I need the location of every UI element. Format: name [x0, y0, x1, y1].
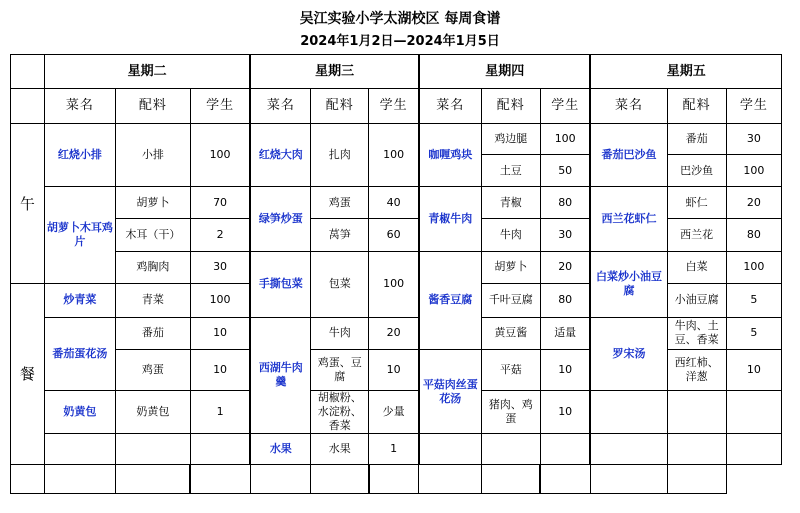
ingredient: 木耳（干） — [116, 219, 191, 251]
empty-cell — [419, 434, 481, 464]
quantity: 30 — [540, 219, 590, 251]
quantity: 100 — [726, 251, 781, 283]
dish-name: 胡萝卜木耳鸡片 — [44, 186, 115, 283]
empty-cell — [540, 464, 590, 493]
col-header-dish: 菜名 — [44, 89, 115, 123]
ingredient: 鸡蛋 — [116, 349, 191, 390]
empty-cell — [116, 434, 191, 464]
ingredient: 西红柿、洋葱 — [667, 349, 726, 390]
empty-cell — [590, 464, 667, 493]
dish-name: 咖喱鸡块 — [419, 123, 481, 186]
quantity: 100 — [369, 251, 419, 317]
ingredient: 奶黄包 — [116, 390, 191, 434]
empty-cell — [726, 434, 781, 464]
ingredient: 猪肉、鸡蛋 — [481, 390, 540, 434]
quantity: 70 — [190, 186, 250, 218]
ingredient: 胡萝卜 — [481, 251, 540, 283]
quantity: 5 — [726, 317, 781, 349]
empty-cell — [250, 464, 310, 493]
ingredient: 扎肉 — [311, 123, 369, 186]
quantity: 30 — [190, 251, 250, 283]
ingredient: 巴沙鱼 — [667, 155, 726, 186]
ingredient: 鸡蛋 — [311, 186, 369, 218]
ingredient: 胡萝卜 — [116, 186, 191, 218]
col-header-ingredient: 配料 — [481, 89, 540, 123]
quantity: 2 — [190, 219, 250, 251]
col-header-qty: 学生 — [369, 89, 419, 123]
quantity: 100 — [540, 123, 590, 154]
dish-name: 水果 — [250, 434, 310, 464]
day-header-tue: 星期二 — [44, 55, 250, 89]
dish-name: 红烧大肉 — [250, 123, 310, 186]
quantity: 10 — [369, 349, 419, 390]
ingredient: 包菜 — [311, 251, 369, 317]
dish-name: 平菇肉丝蛋花汤 — [419, 349, 481, 433]
page-title: 吴江实验小学太湖校区 每周食谱 — [299, 11, 501, 27]
empty-cell — [190, 464, 250, 493]
ingredient: 虾仁 — [667, 186, 726, 218]
col-header-ingredient: 配料 — [311, 89, 369, 123]
empty-cell — [190, 434, 250, 464]
period-label-lunch: 午 — [11, 123, 45, 283]
ingredient: 鸡胸肉 — [116, 251, 191, 283]
ingredient: 水果 — [311, 434, 369, 464]
ingredient: 牛肉、土豆、香菜 — [667, 317, 726, 349]
dish-name: 青椒牛肉 — [419, 186, 481, 251]
quantity: 5 — [726, 284, 781, 317]
dish-name: 番茄巴沙鱼 — [590, 123, 667, 186]
dish-name: 红烧小排 — [44, 123, 115, 186]
day-header-fri: 星期五 — [590, 55, 781, 89]
quantity: 80 — [540, 284, 590, 317]
ingredient: 小排 — [116, 123, 191, 186]
quantity: 80 — [540, 186, 590, 218]
empty-cell — [667, 434, 726, 464]
dish-name: 西兰花虾仁 — [590, 186, 667, 251]
empty-cell — [44, 464, 115, 493]
period-cell-top — [11, 89, 45, 123]
dish-name: 奶黄包 — [44, 390, 115, 434]
dish-name: 罗宋汤 — [590, 317, 667, 390]
ingredient: 千叶豆腐 — [481, 284, 540, 317]
ingredient: 小油豆腐 — [667, 284, 726, 317]
ingredient: 鸡蛋、豆腐 — [311, 349, 369, 390]
ingredient: 青菜 — [116, 284, 191, 317]
dish-name: 手撕包菜 — [250, 251, 310, 317]
quantity: 10 — [190, 317, 250, 349]
quantity: 1 — [190, 390, 250, 434]
empty-cell — [311, 464, 369, 493]
weekly-menu-table — [10, 54, 782, 494]
col-header-qty: 学生 — [726, 89, 781, 123]
period-label-lunch: 餐 — [11, 284, 45, 464]
empty-cell — [667, 464, 726, 493]
quantity: 1 — [369, 434, 419, 464]
quantity: 10 — [726, 349, 781, 390]
quantity: 100 — [726, 155, 781, 186]
quantity: 20 — [540, 251, 590, 283]
quantity: 少量 — [369, 390, 419, 434]
col-header-ingredient: 配料 — [116, 89, 191, 123]
ingredient: 黄豆酱 — [481, 317, 540, 349]
ingredient: 番茄 — [667, 123, 726, 154]
empty-cell — [44, 434, 115, 464]
ingredient: 莴笋 — [311, 219, 369, 251]
day-header-thu: 星期四 — [419, 55, 591, 89]
quantity: 20 — [726, 186, 781, 218]
dish-name: 绿笋炒蛋 — [250, 186, 310, 251]
quantity: 适量 — [540, 317, 590, 349]
col-header-dish: 菜名 — [250, 89, 310, 123]
corner-cell — [11, 55, 45, 89]
ingredient: 牛肉 — [311, 317, 369, 349]
col-header-qty: 学生 — [540, 89, 590, 123]
col-header-dish: 菜名 — [419, 89, 481, 123]
quantity: 30 — [726, 123, 781, 154]
col-header-dish: 菜名 — [590, 89, 667, 123]
dish-name: 白菜炒小油豆腐 — [590, 251, 667, 317]
col-header-qty: 学生 — [190, 89, 250, 123]
quantity: 20 — [369, 317, 419, 349]
empty-cell — [667, 390, 726, 434]
quantity: 50 — [540, 155, 590, 186]
empty-cell — [369, 464, 419, 493]
dish-name: 番茄蛋花汤 — [44, 317, 115, 390]
ingredient: 西兰花 — [667, 219, 726, 251]
ingredient: 青椒 — [481, 186, 540, 218]
empty-cell — [540, 434, 590, 464]
empty-cell — [590, 434, 667, 464]
quantity: 10 — [540, 390, 590, 434]
empty-cell — [116, 464, 191, 493]
quantity: 100 — [190, 284, 250, 317]
quantity: 40 — [369, 186, 419, 218]
quantity: 10 — [540, 349, 590, 390]
ingredient: 鸡边腿 — [481, 123, 540, 154]
ingredient: 土豆 — [481, 155, 540, 186]
empty-cell — [590, 390, 667, 434]
quantity: 100 — [190, 123, 250, 186]
day-header-wed: 星期三 — [250, 55, 418, 89]
ingredient: 牛肉 — [481, 219, 540, 251]
dish-name: 酱香豆腐 — [419, 251, 481, 349]
date-range: 2024年1月2日—2024年1月5日 — [300, 34, 500, 49]
ingredient: 白菜 — [667, 251, 726, 283]
quantity: 10 — [190, 349, 250, 390]
quantity: 100 — [369, 123, 419, 186]
empty-cell — [726, 390, 781, 434]
ingredient: 番茄 — [116, 317, 191, 349]
ingredient: 胡椒粉、水淀粉、香菜 — [311, 390, 369, 434]
ingredient: 平菇 — [481, 349, 540, 390]
empty-cell — [481, 464, 540, 493]
dish-name: 西湖牛肉羹 — [250, 317, 310, 434]
empty-cell — [481, 434, 540, 464]
empty-cell — [11, 464, 45, 493]
dish-name: 炒青菜 — [44, 284, 115, 317]
quantity: 80 — [726, 219, 781, 251]
empty-cell — [419, 464, 481, 493]
col-header-ingredient: 配料 — [667, 89, 726, 123]
quantity: 60 — [369, 219, 419, 251]
